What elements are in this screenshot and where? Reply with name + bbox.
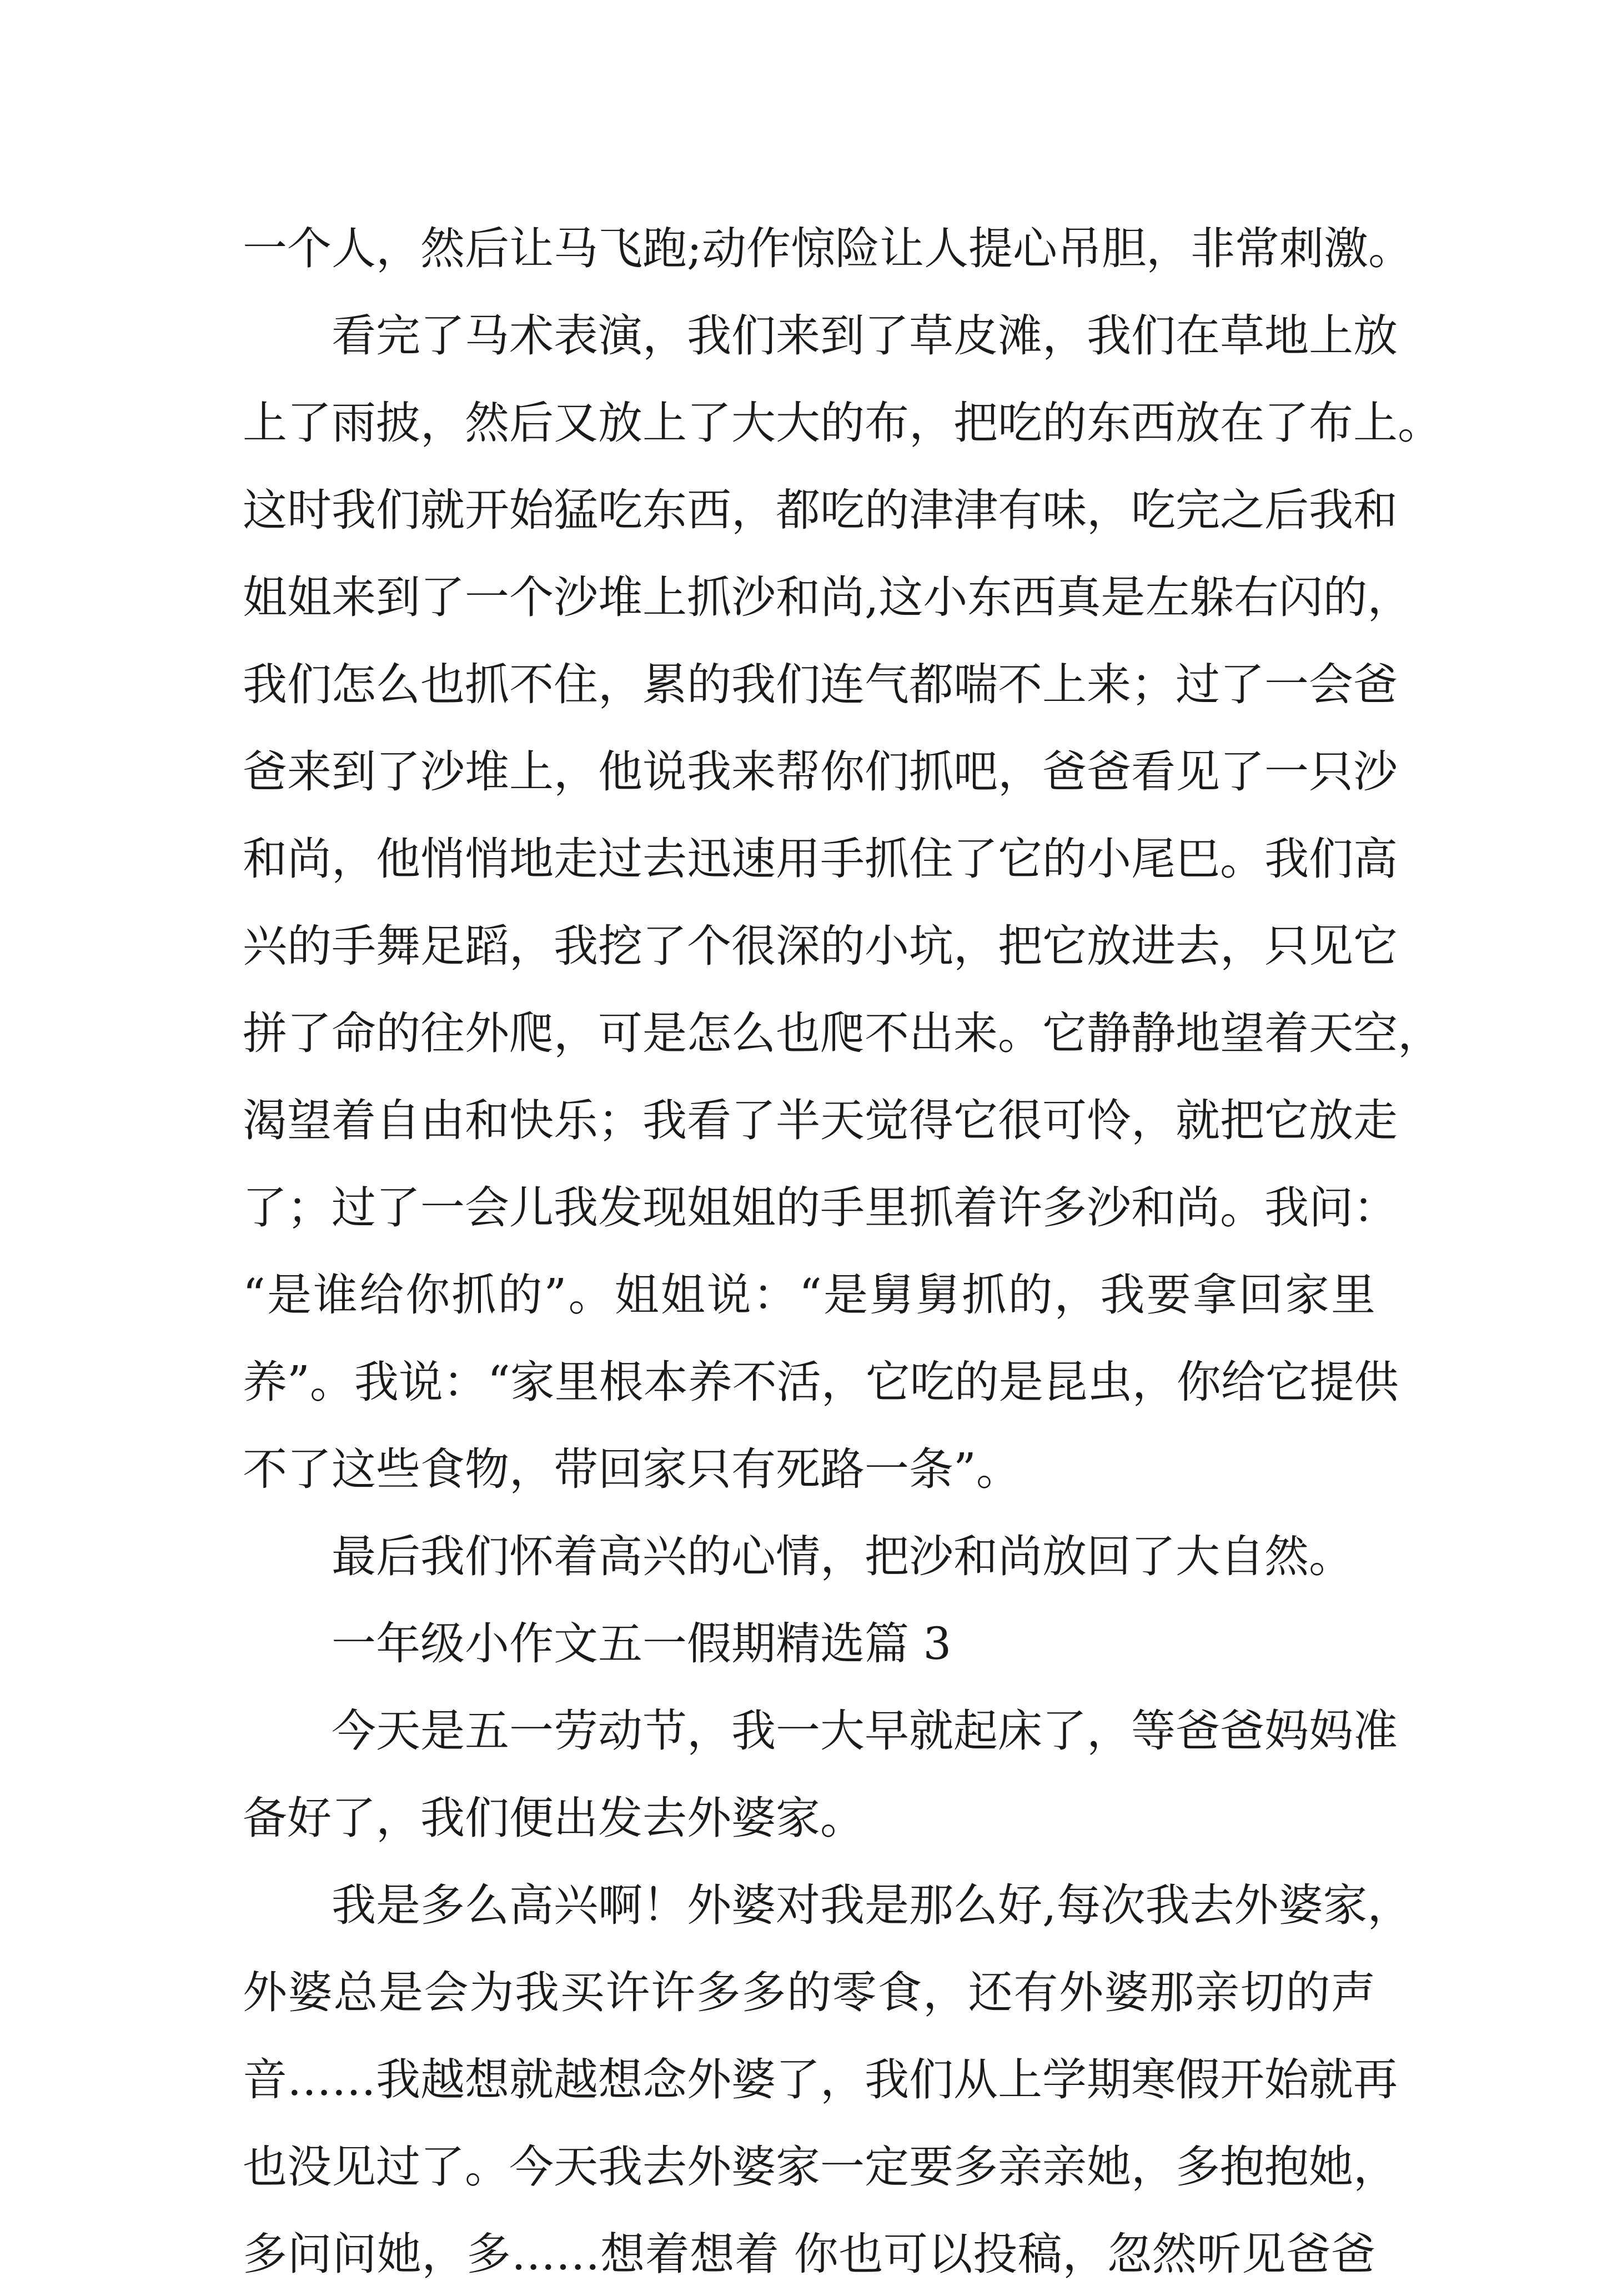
text-line: 渴望着自由和快乐；我看了半天觉得它很可怜，就把它放走 [243,1095,1398,1146]
section-heading: 一年级小作文五一假期精选篇 3 [332,1618,952,1670]
text-line: 和尚，他悄悄地走过去迅速用手抓住了它的小尾巴。我们高 [243,833,1398,885]
text-line: 养”。我说：“家里根本养不活，它吃的是昆虫，你给它提供 [243,1356,1399,1408]
text-line: 今天是五一劳动节，我一大早就起床了，等爸爸妈妈准 [332,1705,1398,1757]
text-line: 也没见过了。今天我去外婆家一定要多亲亲她，多抱抱她， [243,2141,1398,2193]
text-line: 姐姐来到了一个沙堆上抓沙和尚,这小东西真是左躲右闪的， [243,572,1412,623]
text-line: 音……我越想就越想念外婆了，我们从上学期寒假开始就再 [243,2054,1398,2105]
text-line: 备好了，我们便出发去外婆家。 [243,1792,865,1844]
text-line: 最后我们怀着高兴的心情，把沙和尚放回了大自然。 [332,1531,1353,1582]
text-line: 这时我们就开始猛吃东西，都吃的津津有味，吃完之后我和 [243,484,1398,536]
text-line: 拼了命的往外爬，可是怎么也爬不出来。它静静地望着天空， [243,1007,1442,1059]
text-line: 我是多么高兴啊！外婆对我是那么好,每次我去外婆家， [332,1879,1412,1931]
text-line: 上了雨披，然后又放上了大大的布，把吃的东西放在了布上。 [243,397,1442,449]
text-line: 看完了马术表演，我们来到了草皮滩，我们在草地上放 [332,310,1398,362]
text-line: 爸来到了沙堆上，他说我来帮你们抓吧，爸爸看见了一只沙 [243,746,1398,798]
text-line: 多问问她，多……想着想着 你也可以投稿，忽然听见爸爸 [243,2228,1375,2280]
text-line: 了；过了一会儿我发现姐姐的手里抓着许多沙和尚。我问： [243,1182,1398,1234]
text-line: 一个人，然后让马飞跑;动作惊险让人提心吊胆，非常刺激。 [243,223,1413,274]
text-line: “是谁给你抓的”。姐姐说：“是舅舅抓的，我要拿回家里 [243,1269,1375,1321]
text-line: 兴的手舞足蹈，我挖了个很深的小坑，把它放进去，只见它 [243,920,1398,972]
text-line: 外婆总是会为我买许许多多的零食，还有外婆那亲切的声 [243,1967,1375,2018]
text-line: 我们怎么也抓不住，累的我们连气都喘不上来；过了一会爸 [243,659,1398,710]
text-line: 不了这些食物，带回家只有死路一条”。 [243,1443,1021,1495]
